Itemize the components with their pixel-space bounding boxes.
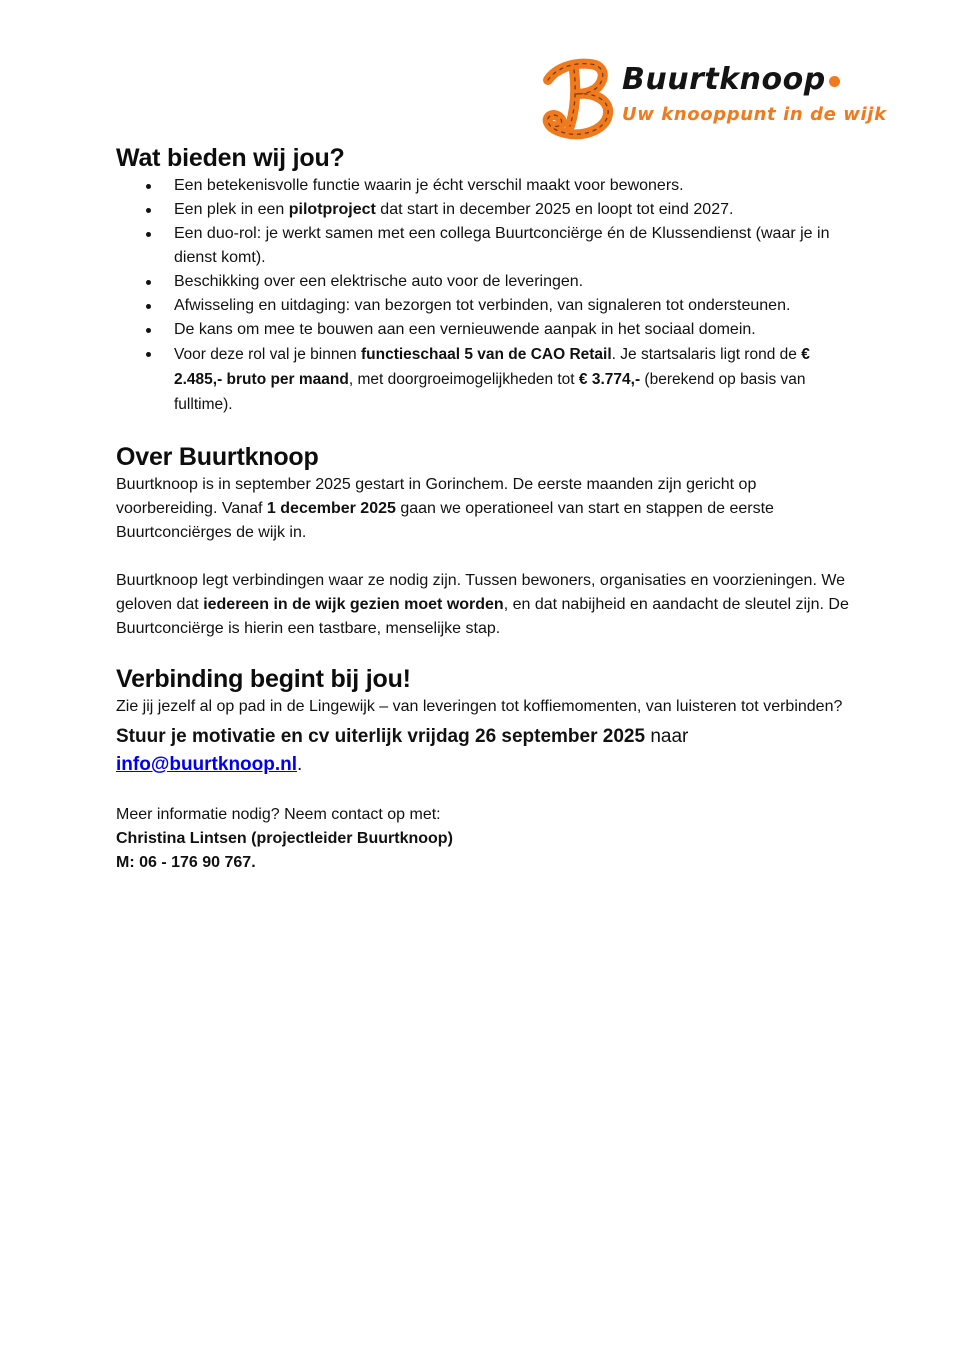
buurtknoop-logo [540,56,887,142]
about-text: Buurtknoop is in september 2025 gestart in Gorinchem. De eerste maanden zijn gericht op voorbereiding. Vanaf [116,476,757,517]
brand-dot-icon [829,76,840,87]
benefit-item [116,342,861,417]
brand-name [622,62,840,98]
benefit-item [116,318,861,342]
cta-deadline: Stuur je motivatie en cv uiterlijk vrijdag 26 september 2025 [116,726,646,747]
about-paragraph-1 [116,473,861,545]
about-paragraph-2 [116,569,861,641]
benefit-text: Een plek in een [174,201,289,218]
rope-letter-b-icon [540,56,620,140]
about-heading: Over Buurtknoop [116,443,319,471]
brand-name-text: Buurtknoop [622,62,826,97]
benefit-text: Een betekenisvolle functie waarin je écht verschil maakt voor bewoners. [174,177,684,194]
email-link[interactable]: info@buurtknoop.nl [116,754,298,775]
benefit-emphasis: pilotproject [288,201,376,218]
benefit-item [116,174,861,198]
about-text: , en dat nabijheid en aandacht de sleutel zijn. De Buurtconciërge is hierin een tastbare, menselijke stap. [116,596,849,637]
contact-phone [116,851,861,875]
benefit-emphasis: € 3.774,- [578,371,641,388]
benefit-emphasis: € 2.485,- bruto per maand [174,346,810,388]
benefit-item [116,294,861,318]
brand-tagline: Uw knooppunt in de wijk [622,104,887,125]
benefit-text: Een duo-rol: je werkt samen met een collega Buurtconciërge én de Klussendienst (waar je in dienst komt). [174,225,830,266]
offer-heading: Wat bieden wij jou? [116,144,345,172]
contact-name-text: Christina Lintsen (projectleider Buurtknoop) [116,830,453,847]
about-emphasis: iedereen in de wijk gezien moet worden [203,596,504,613]
benefit-item [116,270,861,294]
email-trailing: . [297,754,303,775]
benefit-text: De kans om mee te bouwen aan een vernieuwende aanpak in het sociaal domein. [174,321,756,338]
cta-suffix: naar [645,726,689,747]
application-call-to-action [116,723,861,779]
benefit-text: Beschikking over een elektrische auto voor de leveringen. [174,273,584,290]
benefit-text: . Je startsalaris ligt rond de [611,346,802,363]
benefit-text: (berekend op basis van fulltime). [174,371,806,413]
document-content [116,142,861,875]
contact-phone-text: M: 06 - 176 90 767. [116,854,256,871]
benefit-item [116,222,861,270]
benefit-text: Afwisseling en uitdaging: van bezorgen tot verbinden, van signaleren tot ondersteunen. [174,297,791,314]
about-emphasis: 1 december 2025 [266,500,396,517]
benefit-item [116,198,861,222]
benefits-list [116,174,861,417]
benefit-text: , met doorgroeimogelijkheden tot [348,371,579,388]
benefit-text: Voor deze rol val je binnen [174,346,361,363]
contact-intro: Meer informatie nodig? Neem contact op met: [116,806,441,823]
paragraph-spacer [116,545,861,569]
benefit-text: dat start in december 2025 en loopt tot eind 2027. [375,201,734,218]
connect-heading: Verbinding begint bij jou! [116,665,411,693]
benefit-emphasis: functieschaal 5 van de CAO Retail [360,346,612,363]
about-text: gaan we operationeel van start en stappen de eerste Buurtconciërges de wijk in. [116,500,774,541]
connect-intro: Zie jij jezelf al op pad in de Lingewijk – van leveringen tot koffiemomenten, van luisteren tot verbinden? [116,698,843,715]
contact-name [116,827,861,851]
about-text: Buurtknoop legt verbindingen waar ze nodig zijn. Tussen bewoners, organisaties en voorzieningen. We geloven dat [116,572,846,613]
